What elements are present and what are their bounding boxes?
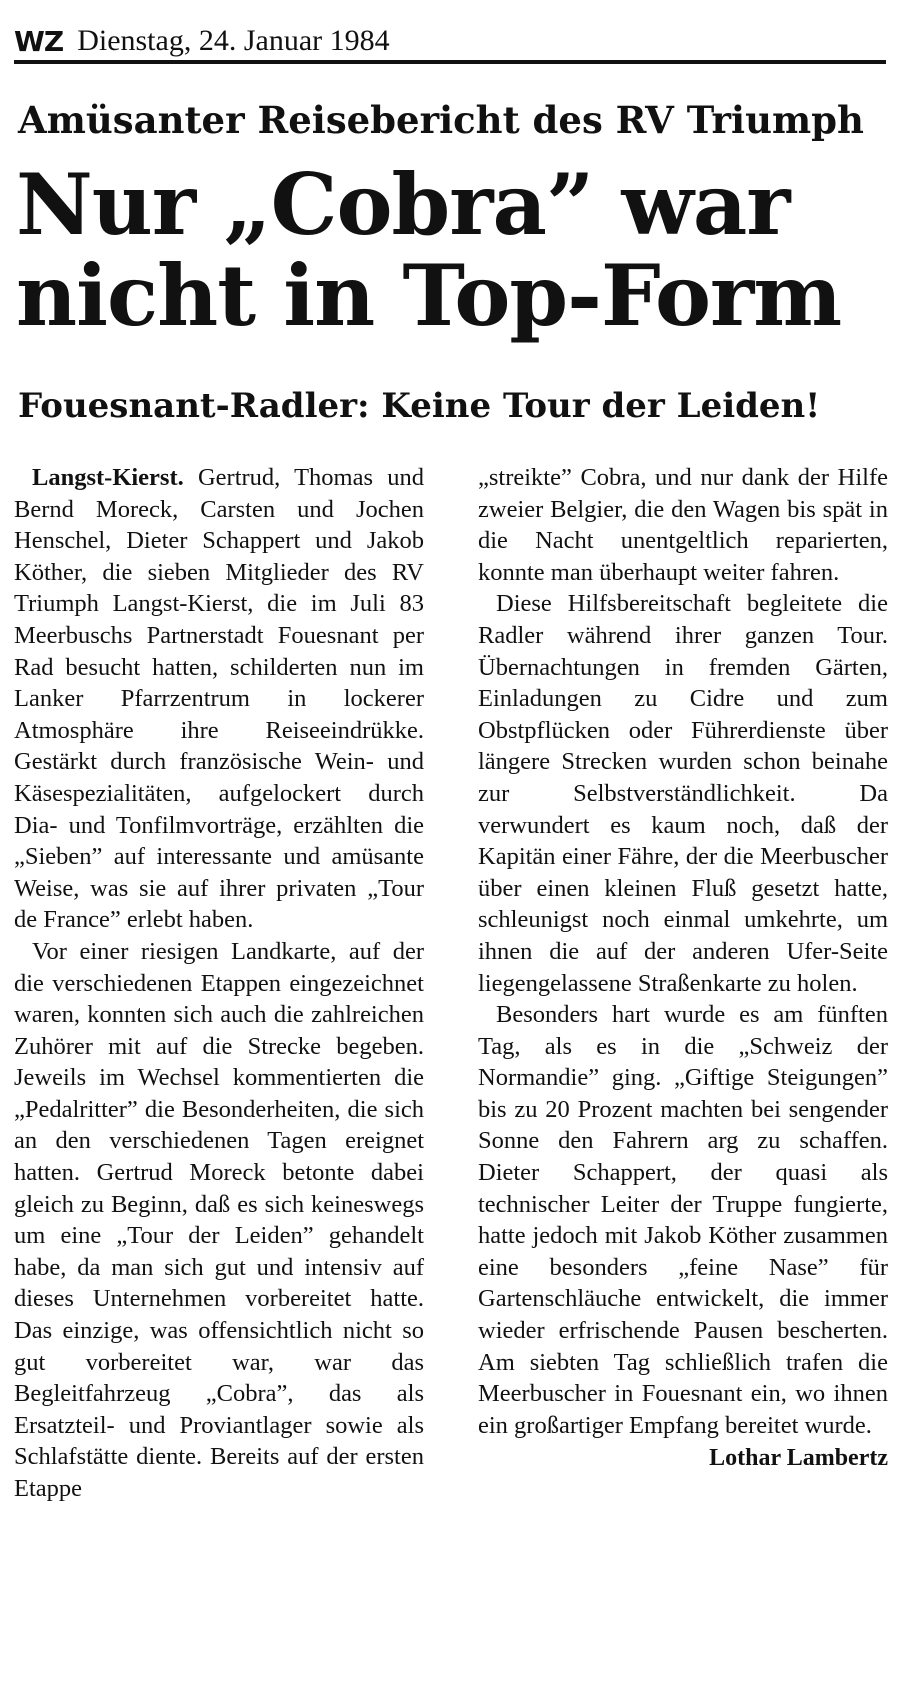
article-kicker: Amüsanter Reisebericht des RV Triumph bbox=[18, 98, 864, 142]
issue-date: Dienstag, 24. Januar 1984 bbox=[77, 24, 390, 57]
headline-line-2: nicht in Top-Form bbox=[16, 245, 842, 345]
article-headline bbox=[16, 155, 886, 345]
author-byline: Lothar Lambertz bbox=[709, 1445, 888, 1472]
paragraph: Besonders hart wurde es am fünften Tag, als es in die „Schweiz der Normandie” ging. „Giftige Steigungen” bis zu 20 Prozent machten bei sengender Sonne den Fahrern arg zu schaffen. Dieter Schappert, der quasi als technischer Leiter der Truppe fungierte, hatte jedoch mit Jakob Köther zusammen eine besonders „feine Nase” für Gartenschläuche entwickelt, die immer wieder erfrischende Pausen bescherten. Am siebten Tag schließlich trafen die Meerbuscher in Fouesnant ein, wo ihnen ein großartiger Empfang bereitet wurde. bbox=[478, 1001, 888, 1439]
paper-name: WZ bbox=[14, 25, 64, 58]
masthead bbox=[14, 14, 886, 64]
paragraph: Vor einer riesigen Landkarte, auf der die verschiedenen Etappen eingezeichnet waren, konnten sich auch die zahlreichen Zuhörer mit auf die Strecke begeben. Jeweils im Wechsel kommentierten die „Pedalritter” die Besonderheiten, die sich an den verschiedenen Tagen ereignet hatten. Gertrud Moreck betonte dabei gleich zu Beginn, daß es sich keineswegs um eine „Tour der Leiden” gehandelt habe, da man sich gut und intensiv auf dieses Unternehmen vorbereitet hatte. Das einzige, was offensichtlich nicht so gut vorbereitet war, war das Begleitfahrzeug „Cobra”, das als Ersatzteil- und Proviantlager sowie als Schlafstätte diente. Bereits auf der ersten Etappe bbox=[14, 937, 424, 1502]
column-right bbox=[478, 462, 888, 1692]
paragraph bbox=[14, 462, 424, 936]
paragraph-text: Gertrud, Thomas und Bernd Moreck, Carsten und Jochen Henschel, Dieter Schappert und Jakob Köther, die sieben Mitglieder des RV Triumph Langst-Kierst, die im Juli 83 Meerbuschs Partnerstadt Fouesnant per Rad besucht hatten, schilderten nun im Lanker Pfarrzentrum in lockerer Atmosphäre ihre Reiseeindrükke. Gestärkt durch französische Wein- und Käsespezialitäten, aufgelockert durch Dia- und Tonfilmvorträge, erzählten die „Sieben” auf interessante und amüsante Weise, was sie auf ihrer privaten „Tour de France” erlebt haben. bbox=[14, 464, 424, 934]
paragraph: Diese Hilfsbereitschaft begleitete die Radler während ihrer ganzen Tour. Übernachtungen in fremden Gärten, Einladungen zu Cidre und zum Obstpflücken oder Führerdienste über längere Strecken wurden schon beinahe zur Selbstverständlichkeit. Da verwundert es kaum noch, daß der Kapitän einer Fähre, der die Meerbuscher über einen kleinen Fluß gesetzt hatte, schleunigst noch einmal umkehrte, um ihnen die auf der anderen Ufer-Seite liegengelassene Straßenkarte zu holen. bbox=[478, 590, 888, 997]
paragraph: „streikte” Cobra, und nur dank der Hilfe zweier Belgier, die den Wagen bis spät in die Nacht unentgeltlich reparierten, konnte man überhaupt weiter fahren. bbox=[478, 464, 888, 586]
article-body bbox=[14, 462, 888, 1692]
column-left bbox=[14, 462, 424, 1692]
article-subhead: Fouesnant-Radler: Keine Tour der Leiden! bbox=[18, 386, 821, 426]
dateline: Langst-Kierst. bbox=[32, 464, 184, 491]
headline-line-1: Nur „Cobra” war bbox=[16, 155, 790, 254]
